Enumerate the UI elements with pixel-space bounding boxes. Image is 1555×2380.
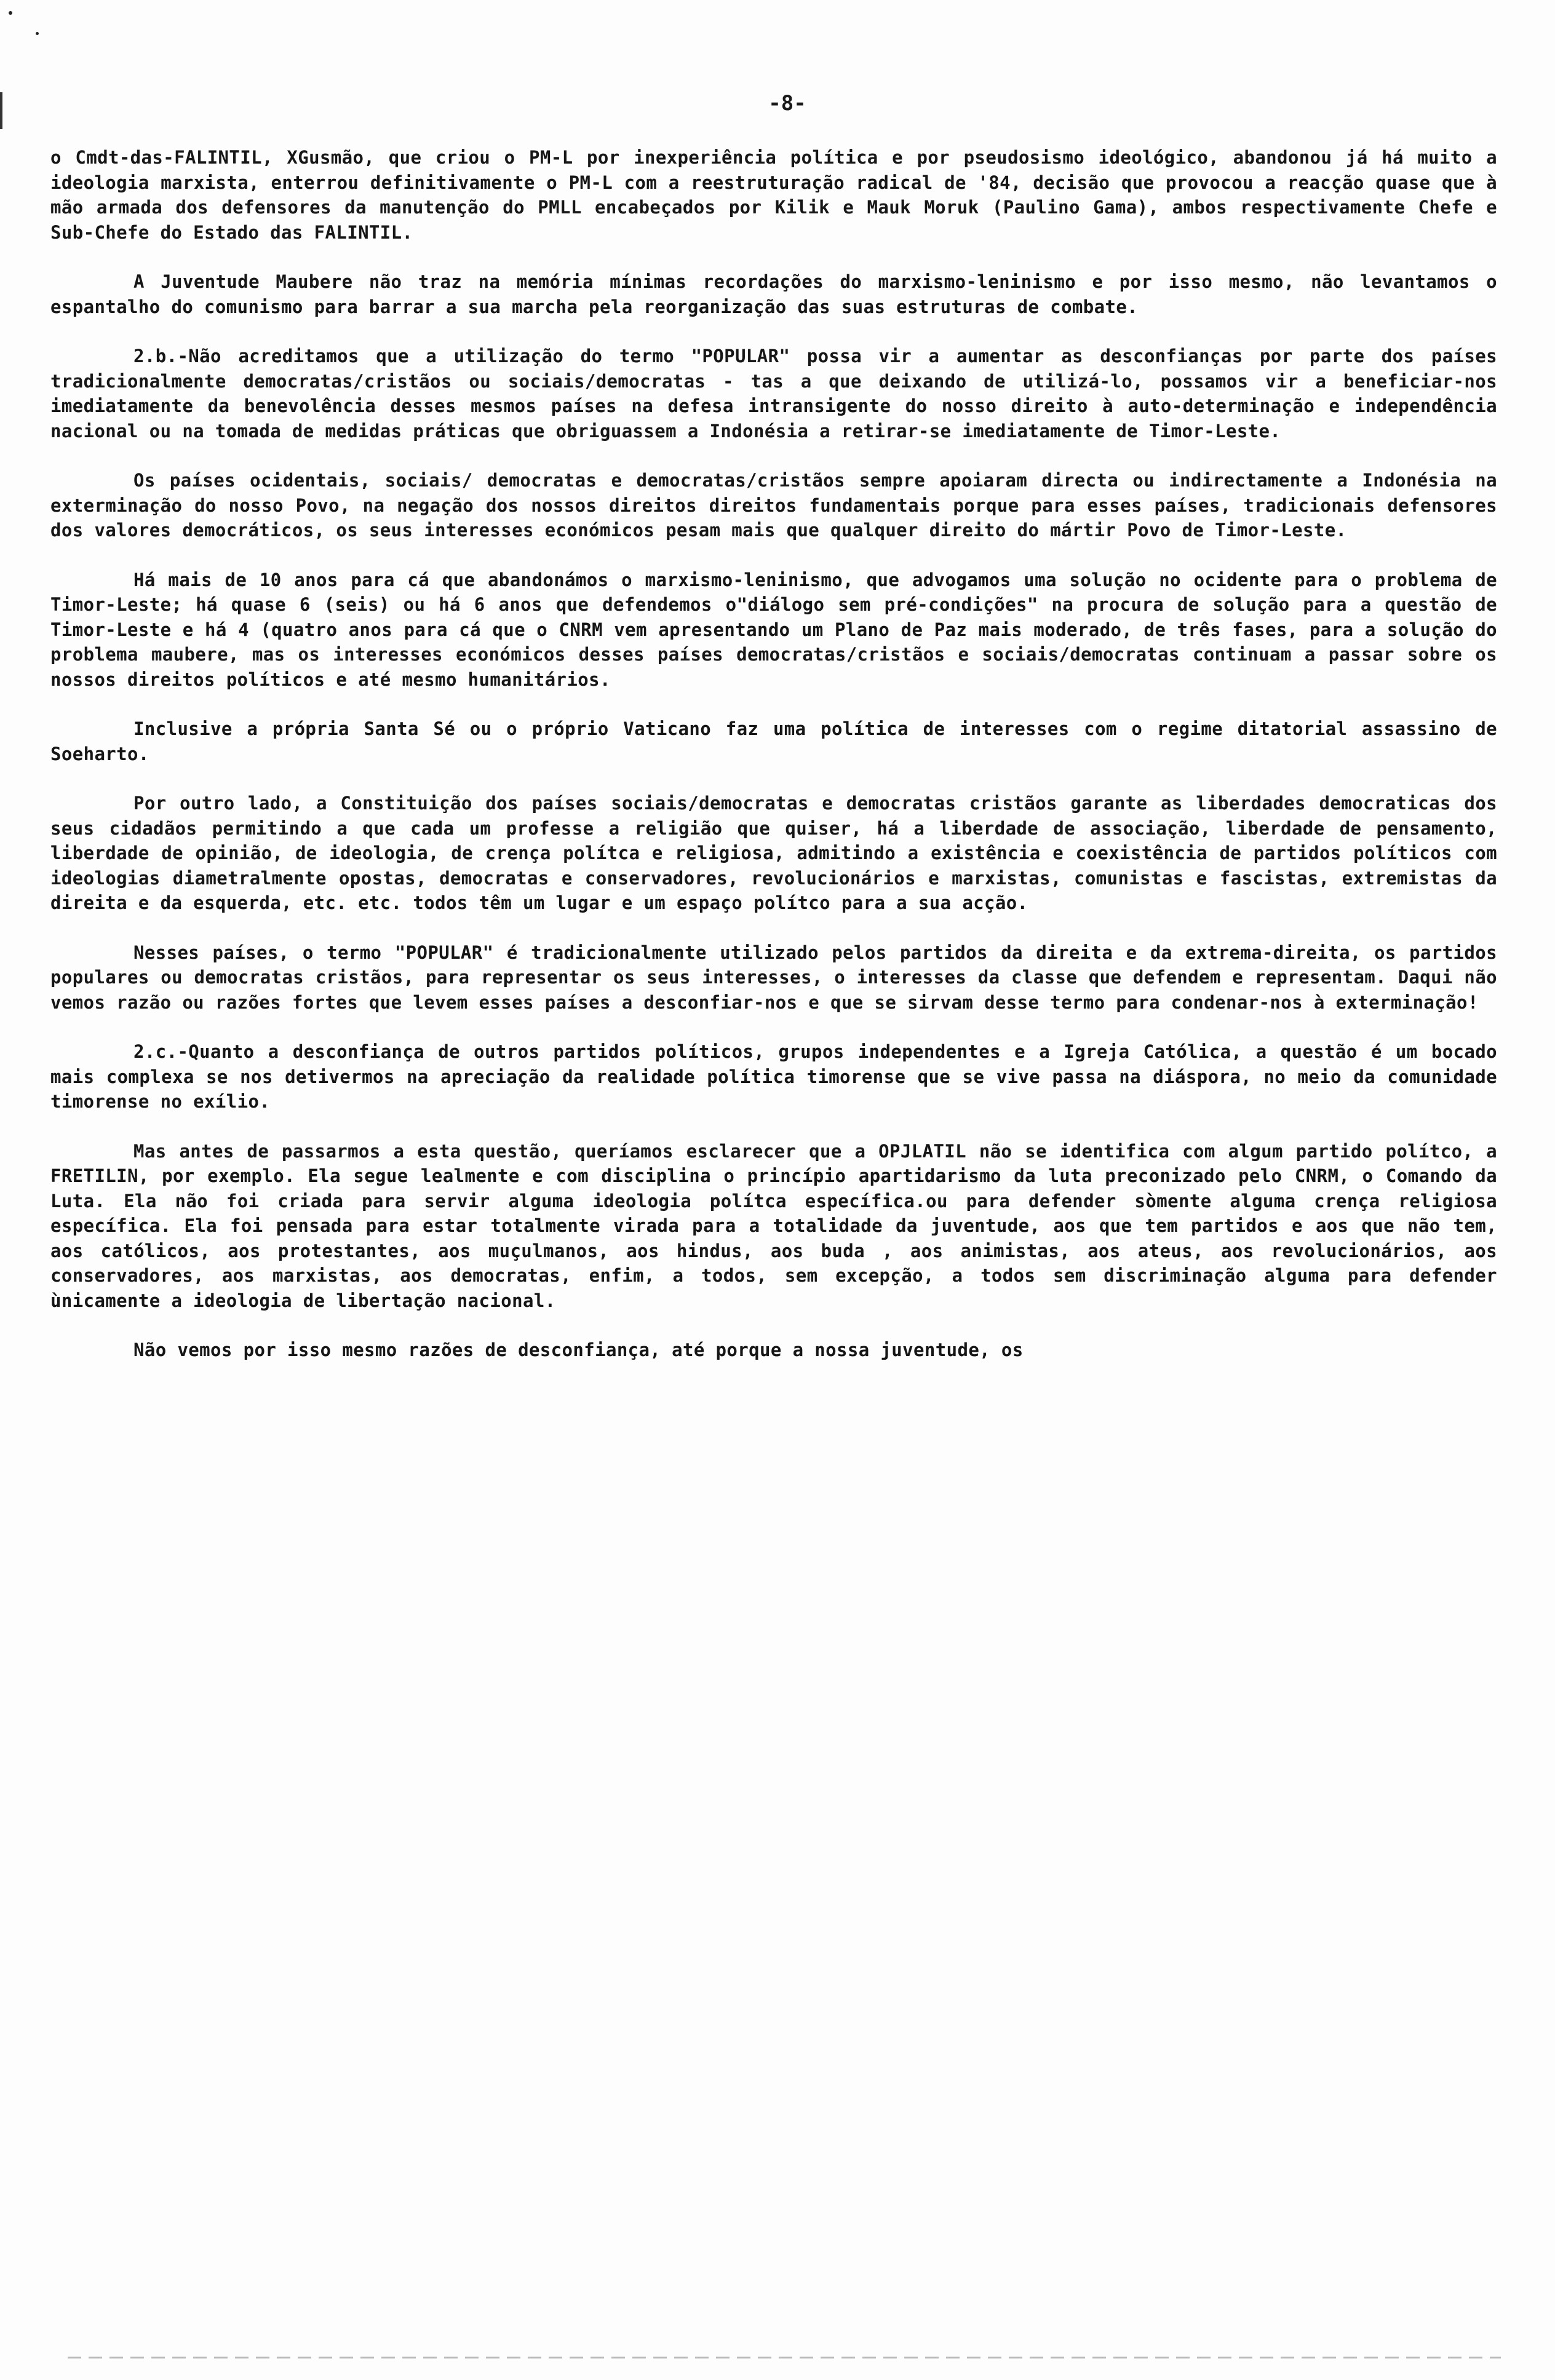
paragraph: o Cmdt-das-FALINTIL, XGusmão, que criou o PM-L por inexperiência política e por pseudosismo ideológico, abandonou já há muito a ideologia marxista, enterrou definitivamente o PM-L com a reestruturação radical de '84, decisão que provocou a reacção quase que à mão armada dos defensores da manutenção do PMLL encabeçados por Kilik e Mauk Moruk (Paulino Gama), ambos respectivamente Chefe e Sub-Chefe do Estado das FALINTIL. xyxy=(50,147,1497,243)
paragraph: A Juventude Maubere não traz na memória mínimas recordações do marxismo-leninismo e por isso mesmo, não levantamos o espantalho do comunismo para barrar a sua marcha pela reorganização das suas estruturas de combate. xyxy=(50,271,1497,317)
scan-speck xyxy=(36,32,39,35)
paragraph: Mas antes de passarmos a esta questão, queríamos esclarecer que a OPJLATIL não se identifica com algum partido polítco, a FRETILIN, por exemplo. Ela segue lealmente e com disciplina o princípio apartidarismo da luta preconizado pelo CNRM, o Comando da Luta. Ela não foi criada para servir alguma ideologia polítca específica.ou para defender sòmente alguma crença religiosa específica. Ela foi pensada para estar totalmente virada para a totalidade da juventude, aos que tem partidos e aos que não tem, aos católicos, aos protestantes, aos muçulmanos, aos hindus, aos buda , aos animistas, aos ateus, aos revolucionários, aos conservadores, aos marxistas, aos democratas, enfim, a todos, sem excepção, a todos sem discriminação alguma para defender ùnicamente a ideologia de libertação nacional. xyxy=(50,1140,1497,1311)
scan-bottom-edge xyxy=(68,2357,1501,2358)
paragraph: Por outro lado, a Constituição dos países sociais/democratas e democratas cristãos garante as liberdades democraticas dos seus cidadãos permitindo a que cada um professe a religião que quiser, há a liberdade de associação, liberdade de pensamento, liberdade de opinião, de ideologia, de crença polítca e religiosa, admitindo a existência e coexistência de partidos políticos com ideologias diametralmente opostas, democratas e conservadores, revolucionários e marxistas, comunistas e fascistas, extremistas da direita e da esquerda, etc. etc. todos têm um lugar e um espaço polítco para a sua acção. xyxy=(50,793,1497,913)
paragraph: Inclusive a própria Santa Sé ou o próprio Vaticano faz uma política de interesses com o regime ditatorial assassino de Soeharto. xyxy=(50,718,1497,764)
document-body xyxy=(50,145,1497,1387)
paragraph: 2.c.-Quanto a desconfiança de outros partidos políticos, grupos independentes e a Igreja Católica, a questão é um bocado mais complexa se nos detivermos na apreciação da realidade política timorense que se vive passa na diáspora, no meio da comunidade timorense no exílio. xyxy=(50,1041,1497,1112)
paragraph: Nesses países, o termo "POPULAR" é tradicionalmente utilizado pelos partidos da direita e da extrema-direita, os partidos populares ou democratas cristãos, para representar os seus interesses, o interesses da classe que defendem e representam. Daqui não vemos razão ou razões fortes que levem esses países a desconfiar-nos e que se sirvam desse termo para condenar-nos à exterminação! xyxy=(50,942,1497,1013)
paragraph: Os países ocidentais, sociais/ democratas e democratas/cristãos sempre apoiaram directa ou indirectamente a Indonésia na exterminação do nosso Povo, na negação dos nossos direitos direitos fundamentais porque para esses países, tradicionais defensores dos valores democráticos, os seus interesses económicos pesam mais que qualquer direito do mártir Povo de Timor-Leste. xyxy=(50,470,1497,541)
scan-edge-mark xyxy=(0,92,2,129)
page-number: -8- xyxy=(768,91,806,116)
paragraph: 2.b.-Não acreditamos que a utilização do termo "POPULAR" possa vir a aumentar as desconfianças por parte dos países tradicionalmente democratas/cristãos ou sociais/democratas - tas a que deixando de utilizá-lo, possamos vir a beneficiar-nos imediatamente da benevolência desses mesmos países na defesa intransigente do nosso direito à auto-determinação e independência nacional ou na tomada de medidas práticas que obriguassem a Indonésia a retirar-se imediatamente de Timor-Leste. xyxy=(50,346,1497,442)
scan-speck xyxy=(9,11,12,15)
paragraph: Há mais de 10 anos para cá que abandonámos o marxismo-leninismo, que advogamos uma solução no ocidente para o problema de Timor-Leste; há quase 6 (seis) ou há 6 anos que defendemos o"diálogo sem pré-condições" na procura de solução para a questão de Timor-Leste e há 4 (quatro anos para cá que o CNRM vem apresentando um Plano de Paz mais moderado, de três fases, para a solução do problema maubere, mas os interesses económicos desses países democratas/cristãos e sociais/democratas continuam a passar sobre os nossos direitos políticos e até mesmo humanitários. xyxy=(50,569,1497,690)
paragraph: Não vemos por isso mesmo razões de desconfiança, até porque a nossa juventude, os xyxy=(133,1339,1024,1360)
